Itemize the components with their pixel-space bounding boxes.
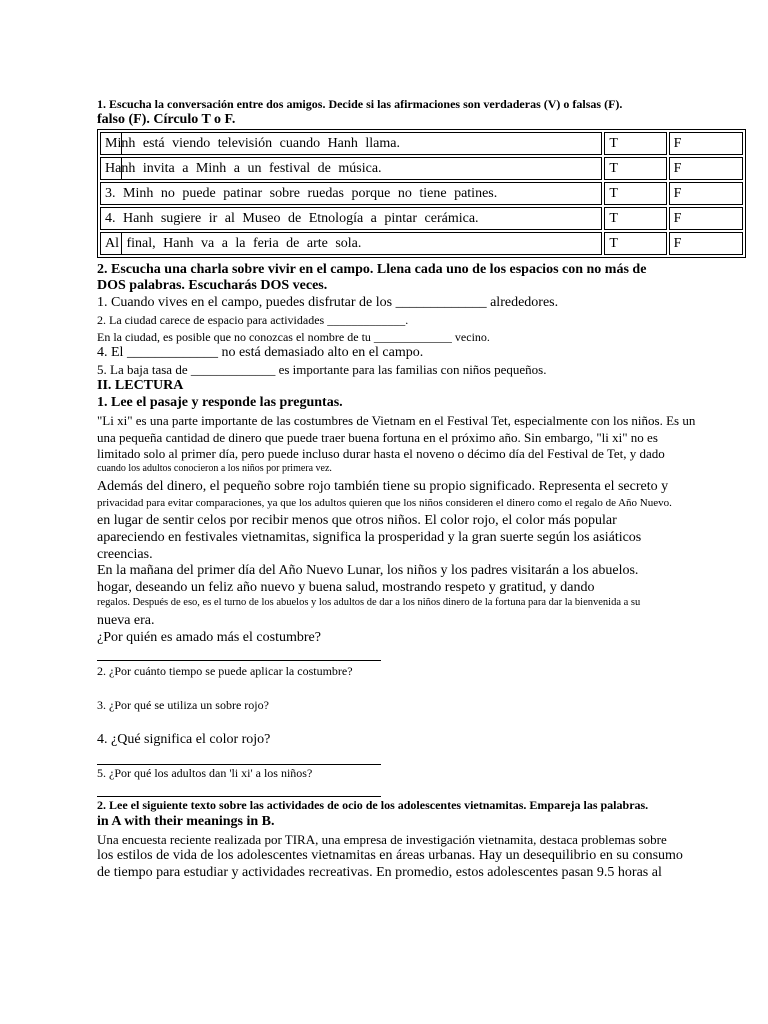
table-row xyxy=(100,232,743,255)
section-heading: II. LECTURA xyxy=(97,378,184,393)
statement-cell: 4. Hanh sugiere ir al Museo de Etnología a pintar cerámica. xyxy=(100,207,602,230)
question-5: 5. ¿Por qué los adultos dan 'li xi' a los niños? xyxy=(97,766,313,780)
passage-line: En la mañana del primer día del Año Nuevo Lunar, los niños y los padres visitarán a los abuelos. xyxy=(97,563,639,578)
fill-item-5: 5. La baja tasa de _____________ es importante para las familias con niños pequeños. xyxy=(97,362,547,377)
passage-line: cuando los adultos conocieron a los niños por primera vez. xyxy=(97,463,332,474)
false-option[interactable]: F xyxy=(669,157,743,180)
passage-line: limitado solo al primer día, pero puede incluso durar hasta el noveno o décimo día del Festival de Tet, y dado xyxy=(97,446,665,461)
table-row xyxy=(100,182,743,205)
passage-line: privacidad para evitar comparaciones, ya que los adultos quieren que los niños consideren el dinero como el regalo de Año Nuevo. xyxy=(97,497,672,509)
answer-line-4[interactable] xyxy=(97,764,381,765)
question-3: 3. ¿Por qué se utiliza un sobre rojo? xyxy=(97,698,269,712)
passage-line: regalos. Después de eso, es el turno de los abuelos y los adultos de dar a los niños dinero de la fortuna para dar la bienvenida a su xyxy=(97,597,641,608)
false-option[interactable]: F xyxy=(669,232,743,255)
statement-cell: Hanh invita a Minh a un festival de música. xyxy=(100,157,602,180)
true-option[interactable]: T xyxy=(604,132,666,155)
passage-line: una pequeña cantidad de dinero que puede traer buena fortuna en el próximo año. Sin embargo, "li xi" no es xyxy=(97,430,658,445)
table-row xyxy=(100,157,743,180)
passage-line: apareciendo en festivales vietnamitas, significa la prosperidad y la gran suerte según los asiáticos xyxy=(97,530,642,545)
answer-line-5[interactable] xyxy=(97,796,381,797)
passage-line: Además del dinero, el pequeño sobre rojo también tiene su propio significado. Representa el secreto y xyxy=(97,479,669,494)
ex3-title: 2. Lee el siguiente texto sobre las actividades de ocio de los adolescentes vietnamitas. Empareja las palabras. xyxy=(97,798,649,812)
text-line: Una encuesta reciente realizada por TIRA, una empresa de investigación vietnamita, destaca problemas sobre xyxy=(97,832,667,847)
fill-item-2: 2. La ciudad carece de espacio para actividades _____________. xyxy=(97,313,409,327)
statement-cell: Minh está viendo televisión cuando Hanh llama. xyxy=(100,132,602,155)
passage-line: "Li xi" es una parte importante de las costumbres de Vietnam en el Festival Tet, especialmente con los niños. Es un xyxy=(97,413,696,428)
fill-item-3: En la ciudad, es posible que no conozcas el nombre de tu _____________ vecino. xyxy=(97,330,490,344)
reading-task-title: 1. Lee el pasaje y responde las preguntas. xyxy=(97,395,343,410)
false-option[interactable]: F xyxy=(669,207,743,230)
table-row xyxy=(100,132,743,155)
question-4: 4. ¿Qué significa el color rojo? xyxy=(97,732,271,747)
text-line: de tiempo para estudiar y actividades recreativas. En promedio, estos adolescentes pasan 9.5 horas al xyxy=(97,865,662,880)
fill-item-1: 1. Cuando vives en el campo, puedes disfrutar de los _____________ alrededores. xyxy=(97,295,559,310)
false-option[interactable]: F xyxy=(669,182,743,205)
ex2-title-line1: 2. Escucha una charla sobre vivir en el campo. Llena cada uno de los espacios con no más de xyxy=(97,262,647,277)
table-row xyxy=(100,207,743,230)
ex1-subtitle: falso (F). Círculo T o F. xyxy=(97,112,236,127)
statement-cell: Al final, Hanh va a la feria de arte sola. xyxy=(100,232,602,255)
ex2-title-line2: DOS palabras. Escucharás DOS veces. xyxy=(97,278,328,293)
true-false-table xyxy=(97,129,746,258)
ex1-title: 1. Escucha la conversación entre dos amigos. Decide si las afirmaciones son verdaderas (V) o falsas (F). xyxy=(97,97,623,111)
passage-line: nueva era. xyxy=(97,613,155,628)
question-1: ¿Por quién es amado más el costumbre? xyxy=(97,630,321,645)
true-option[interactable]: T xyxy=(604,157,666,180)
true-option[interactable]: T xyxy=(604,182,666,205)
true-option[interactable]: T xyxy=(604,207,666,230)
text-line: los estilos de vida de los adolescentes vietnamitas en áreas urbanas. Hay un desequilibrio en su consumo xyxy=(97,848,683,863)
passage-line: hogar, deseando un feliz año nuevo y buena salud, mostrando respeto y gratitud, y dando xyxy=(97,580,595,595)
question-2: 2. ¿Por cuánto tiempo se puede aplicar la costumbre? xyxy=(97,664,353,678)
passage-line: en lugar de sentir celos por recibir menos que otros niños. El color rojo, el color más popular xyxy=(97,513,617,528)
passage-line: creencias. xyxy=(97,547,153,562)
ex3-subtitle: in A with their meanings in B. xyxy=(97,814,275,829)
false-option[interactable]: F xyxy=(669,132,743,155)
answer-line-1[interactable] xyxy=(97,660,381,661)
fill-item-4: 4. El _____________ no está demasiado alto en el campo. xyxy=(97,345,424,360)
true-option[interactable]: T xyxy=(604,232,666,255)
statement-cell: 3. Minh no puede patinar sobre ruedas porque no tiene patines. xyxy=(100,182,602,205)
